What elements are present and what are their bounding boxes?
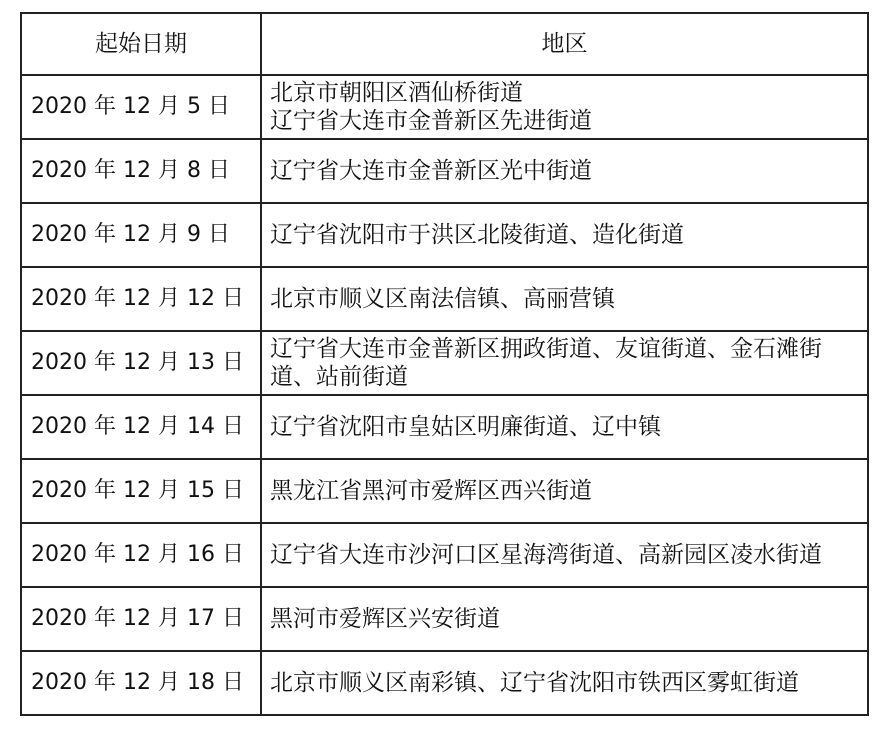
- region-cell: [261, 139, 868, 203]
- table-row: [21, 587, 868, 651]
- table-row: [21, 267, 868, 331]
- start-date-cell: 2020 年 12 月 9 日: [21, 203, 261, 267]
- region-line: 北京市顺义区南彩镇、辽宁省沈阳市铁西区雾虹街道: [270, 670, 799, 696]
- start-date-cell: 2020 年 12 月 17 日: [21, 587, 261, 651]
- region-cell: [261, 203, 868, 267]
- start-date-cell: 2020 年 12 月 14 日: [21, 395, 261, 459]
- region-line: 辽宁省沈阳市皇姑区明廉街道、辽中镇: [270, 414, 661, 440]
- header-region: 地区: [261, 13, 868, 75]
- start-date-cell: 2020 年 12 月 13 日: [21, 331, 261, 395]
- start-date-cell: 2020 年 12 月 8 日: [21, 139, 261, 203]
- region-line: 辽宁省大连市金普新区光中街道: [270, 158, 592, 184]
- region-line: 辽宁省大连市金普新区先进街道: [270, 108, 592, 134]
- table-row: [21, 651, 868, 715]
- table-row: [21, 523, 868, 587]
- start-date-cell: 2020 年 12 月 15 日: [21, 459, 261, 523]
- start-date-cell: 2020 年 12 月 18 日: [21, 651, 261, 715]
- table-row: [21, 75, 868, 139]
- table-row: [21, 139, 868, 203]
- region-line: 北京市顺义区南法信镇、高丽营镇: [270, 286, 615, 312]
- region-line: 黑河市爱辉区兴安街道: [270, 606, 500, 632]
- table-row: [21, 331, 868, 395]
- region-line: 黑龙江省黑河市爱辉区西兴街道: [270, 478, 592, 504]
- region-cell: [261, 651, 868, 715]
- region-cell: [261, 587, 868, 651]
- table-row: [21, 395, 868, 459]
- region-line: 道、站前街道: [270, 364, 408, 390]
- header-row: [21, 13, 868, 75]
- start-date-cell: 2020 年 12 月 16 日: [21, 523, 261, 587]
- region-cell: [261, 75, 868, 139]
- date-region-table: [20, 12, 869, 716]
- table-row: [21, 459, 868, 523]
- region-cell: [261, 267, 868, 331]
- region-cell: [261, 459, 868, 523]
- table-row: [21, 203, 868, 267]
- region-line: 北京市朝阳区酒仙桥街道: [270, 80, 523, 106]
- region-line: 辽宁省沈阳市于洪区北陵街道、造化街道: [270, 222, 684, 248]
- region-cell: [261, 331, 868, 395]
- start-date-cell: 2020 年 12 月 5 日: [21, 75, 261, 139]
- region-cell: [261, 395, 868, 459]
- region-line: 辽宁省大连市金普新区拥政街道、友谊街道、金石滩街: [270, 336, 822, 362]
- start-date-cell: 2020 年 12 月 12 日: [21, 267, 261, 331]
- header-start-date: 起始日期: [21, 13, 261, 75]
- region-line: 辽宁省大连市沙河口区星海湾街道、高新园区凌水街道: [270, 542, 822, 568]
- region-cell: [261, 523, 868, 587]
